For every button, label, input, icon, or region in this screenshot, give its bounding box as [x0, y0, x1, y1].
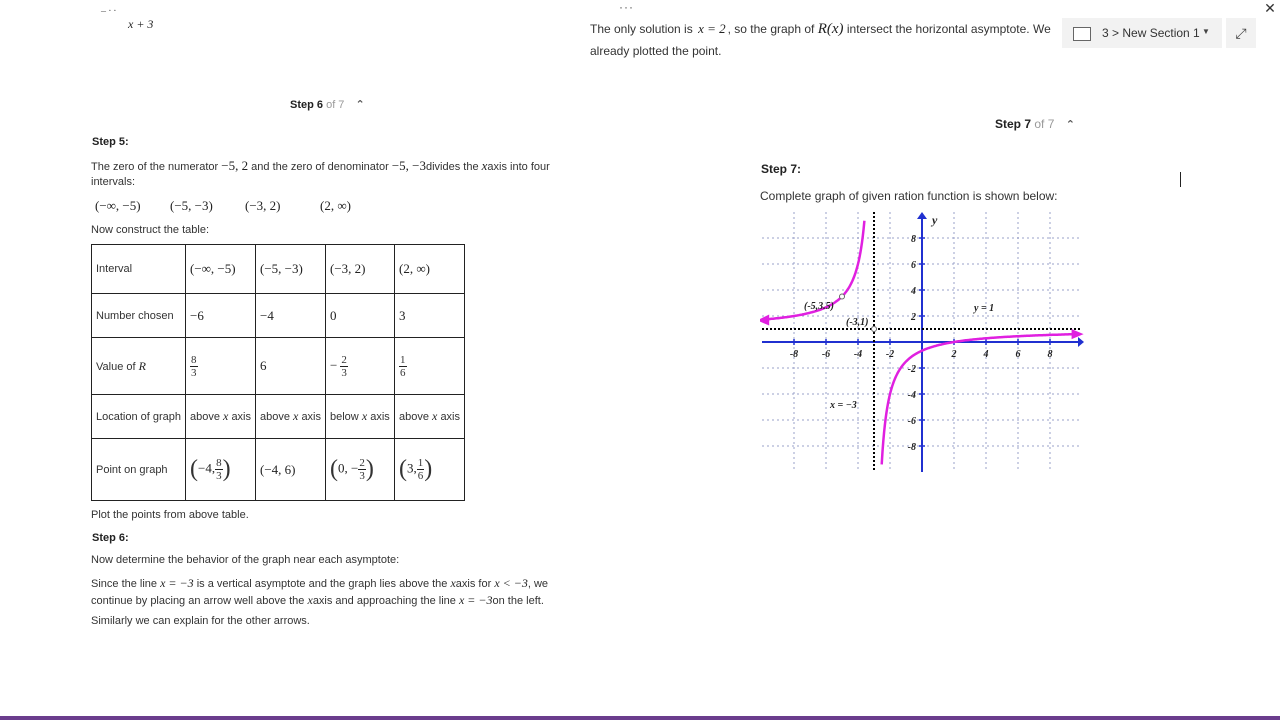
- intro-text-2: and the zero of denominator: [251, 161, 389, 173]
- solution-math-2: R(x): [817, 21, 844, 37]
- vertical-asymptote-label: x = −3: [830, 400, 857, 411]
- rational-function-graph: [760, 210, 1086, 476]
- table-cell: [186, 338, 256, 395]
- x-tick-label: 4: [983, 349, 989, 360]
- table-cell: (0, − $\frac{2}{3}$ ): [326, 439, 395, 501]
- intro-math-1: −5, 2: [221, 158, 249, 173]
- interval-3: (−3, 2): [245, 198, 281, 213]
- table-cell: [326, 338, 395, 395]
- fragment-dots: – · ·: [101, 6, 116, 17]
- solution-text-1: The only solution is: [590, 22, 693, 36]
- axes: [762, 212, 1084, 472]
- close-icon[interactable]: ✕: [1264, 0, 1276, 16]
- since-text-3: axis for: [455, 578, 492, 590]
- since-line: [91, 576, 548, 591]
- continue-line: [91, 593, 544, 608]
- table-cell: −6: [186, 294, 256, 338]
- table-cell: 6: [256, 338, 326, 395]
- cont-text-2: axis and approaching the line: [312, 595, 456, 607]
- table-cell: −4: [256, 294, 326, 338]
- step-5-intro: [91, 158, 550, 174]
- step-7-header-label: Step 7: [995, 117, 1032, 131]
- step-7-header-of: of 7: [1034, 117, 1055, 131]
- y-tick-label: -4: [907, 390, 916, 401]
- table-cell: above x axis: [186, 395, 256, 439]
- table-cell: (−3, 2): [326, 245, 395, 294]
- x-tick-label: -8: [789, 349, 799, 360]
- point-text: 0, −: [338, 460, 359, 476]
- solution-line-1: [590, 21, 1051, 38]
- plot-points-text: Plot the points from above table.: [91, 509, 249, 521]
- intro-text-5: intervals:: [91, 176, 136, 188]
- y-tick-label: -8: [907, 442, 916, 453]
- fraction: $\frac{8}{3}$: [216, 457, 222, 482]
- step-7-text: Complete graph of given ration function is shown below:: [760, 189, 1058, 203]
- x-tick-label: 8: [1047, 349, 1053, 360]
- chevron-up-icon[interactable]: ⌃: [1065, 119, 1075, 131]
- x-tick-label: 2: [951, 349, 957, 360]
- sign-table: [91, 244, 465, 501]
- value-sign: −: [330, 356, 338, 372]
- since-text-2: is a vertical asymptote and the graph lies above the: [196, 578, 448, 590]
- row-header-number: Number chosen: [92, 294, 186, 338]
- table-cell: above x axis: [256, 395, 326, 439]
- section-selector[interactable]: [1062, 18, 1222, 48]
- y-axis-arrow: [917, 212, 927, 219]
- since-math-2: x: [450, 576, 456, 590]
- fraction: $\frac{1}{6}$: [400, 353, 406, 379]
- fragment-expression: x + 3: [128, 17, 154, 31]
- right-arrow-head: [1072, 329, 1084, 339]
- table-cell: (−∞, −5): [186, 245, 256, 294]
- y-tick-label: 4: [911, 286, 916, 297]
- cont-text-3: on the left.: [492, 595, 544, 607]
- step-6-header-of: of 7: [326, 99, 345, 111]
- hole-point: [840, 294, 845, 299]
- table-row: [92, 294, 465, 338]
- point-text: 3,: [407, 460, 417, 476]
- table-cell: below x axis: [326, 395, 395, 439]
- step-6-header-label: Step 6: [290, 99, 324, 111]
- interval-2: (−5, −3): [170, 198, 213, 213]
- table-row: [92, 338, 465, 395]
- table-cell: (3, $\frac{1}{6}$ ): [395, 439, 465, 501]
- since-math-3: x < −3: [494, 576, 528, 590]
- fraction: $\frac{1}{6}$: [417, 457, 424, 482]
- solution-text-4: already plotted the point.: [590, 44, 722, 58]
- table-cell: (−4, 6): [256, 439, 326, 501]
- expand-icon[interactable]: ⤢: [1226, 18, 1256, 48]
- intro-math-3: x: [481, 158, 488, 173]
- fraction: $\frac{2}{3}$: [341, 353, 347, 379]
- cont-math-2: x = −3: [458, 593, 493, 607]
- since-math-1: x = −3: [160, 576, 194, 590]
- interval-1: (−∞, −5): [95, 198, 141, 213]
- intro-text-4: axis into four: [487, 161, 550, 173]
- horizontal-asymptote-label: y = 1: [974, 303, 995, 314]
- table-cell: (2, ∞): [395, 245, 465, 294]
- table-row: [92, 245, 465, 294]
- x-tick-label: 6: [1015, 349, 1021, 360]
- row-header-value-label: Value of: [96, 360, 136, 373]
- since-text-4: , we: [527, 578, 549, 590]
- fraction: $\frac{2}{3}$: [359, 457, 365, 482]
- intro-text-3: divides the: [425, 161, 479, 173]
- interval-4: (2, ∞): [320, 198, 351, 213]
- cont-math-1: x: [307, 593, 313, 607]
- caret-down-icon: ▼: [1202, 27, 1210, 36]
- step-6-title: Step 6:: [92, 532, 129, 544]
- construct-text: Now construct the table:: [91, 224, 210, 236]
- y-tick-label: 2: [911, 312, 916, 323]
- table-cell: (−4, $\frac{8}{3}$ ): [186, 439, 256, 501]
- row-header-point: Point on graph: [92, 439, 186, 501]
- section-page-icon: [1073, 27, 1091, 41]
- step-6-header[interactable]: [290, 98, 365, 111]
- row-header-value: [92, 338, 186, 395]
- y-tick-label: 6: [911, 260, 916, 271]
- y-tick-label: -6: [907, 416, 916, 427]
- bottom-accent-bar: [0, 716, 1280, 720]
- x-tick-label: -6: [821, 349, 831, 360]
- point-marker: [872, 327, 877, 332]
- point-label-intersection: (-3,1): [846, 317, 869, 328]
- table-cell: 0: [326, 294, 395, 338]
- similarly-text: Similarly we can explain for the other arrows.: [91, 615, 310, 627]
- intro-text-1: The zero of the numerator: [91, 161, 219, 173]
- solution-math-1: x = 2: [698, 21, 726, 36]
- row-header-location: Location of graph: [92, 395, 186, 439]
- point-text: −4,: [198, 460, 216, 476]
- y-axis-label: y: [932, 213, 938, 227]
- cont-text-1: continue by placing an arrow well above the: [91, 595, 305, 607]
- section-label: 3 > New Section 1: [1102, 26, 1200, 40]
- step-7-header[interactable]: [995, 117, 1075, 131]
- table-cell: above x axis: [395, 395, 465, 439]
- x-tick-label: -2: [885, 349, 895, 360]
- table-cell: 3: [395, 294, 465, 338]
- value-var: R: [138, 358, 146, 373]
- y-tick-label: -2: [907, 364, 916, 375]
- table-cell: [395, 338, 465, 395]
- table-cell: (−5, −3): [256, 245, 326, 294]
- solution-text-2: , so the graph of: [727, 22, 815, 36]
- chevron-up-icon[interactable]: ⌃: [355, 99, 365, 111]
- table-row: [92, 439, 465, 501]
- more-options-icon[interactable]: ···: [619, 0, 634, 14]
- since-text-1: Since the line: [91, 578, 158, 590]
- x-axis-arrow: [1078, 337, 1084, 347]
- fraction: $\frac{8}{3}$: [191, 353, 197, 379]
- x-tick-label: -4: [853, 349, 863, 360]
- determine-text: Now determine the behavior of the graph near each asymptote:: [91, 554, 400, 566]
- text-cursor: [1180, 172, 1181, 187]
- intro-math-2: −5, −3: [391, 158, 426, 173]
- left-arrow-head: [760, 314, 769, 325]
- step-5-title: Step 5:: [92, 136, 129, 148]
- step-7-title: Step 7:: [761, 162, 802, 176]
- point-label-hole: (-5,3.5): [804, 301, 834, 312]
- y-tick-label: 8: [911, 234, 916, 245]
- row-header-interval: Interval: [92, 245, 186, 294]
- solution-text-3: intersect the horizontal asymptote. We: [846, 22, 1051, 36]
- table-row: [92, 395, 465, 439]
